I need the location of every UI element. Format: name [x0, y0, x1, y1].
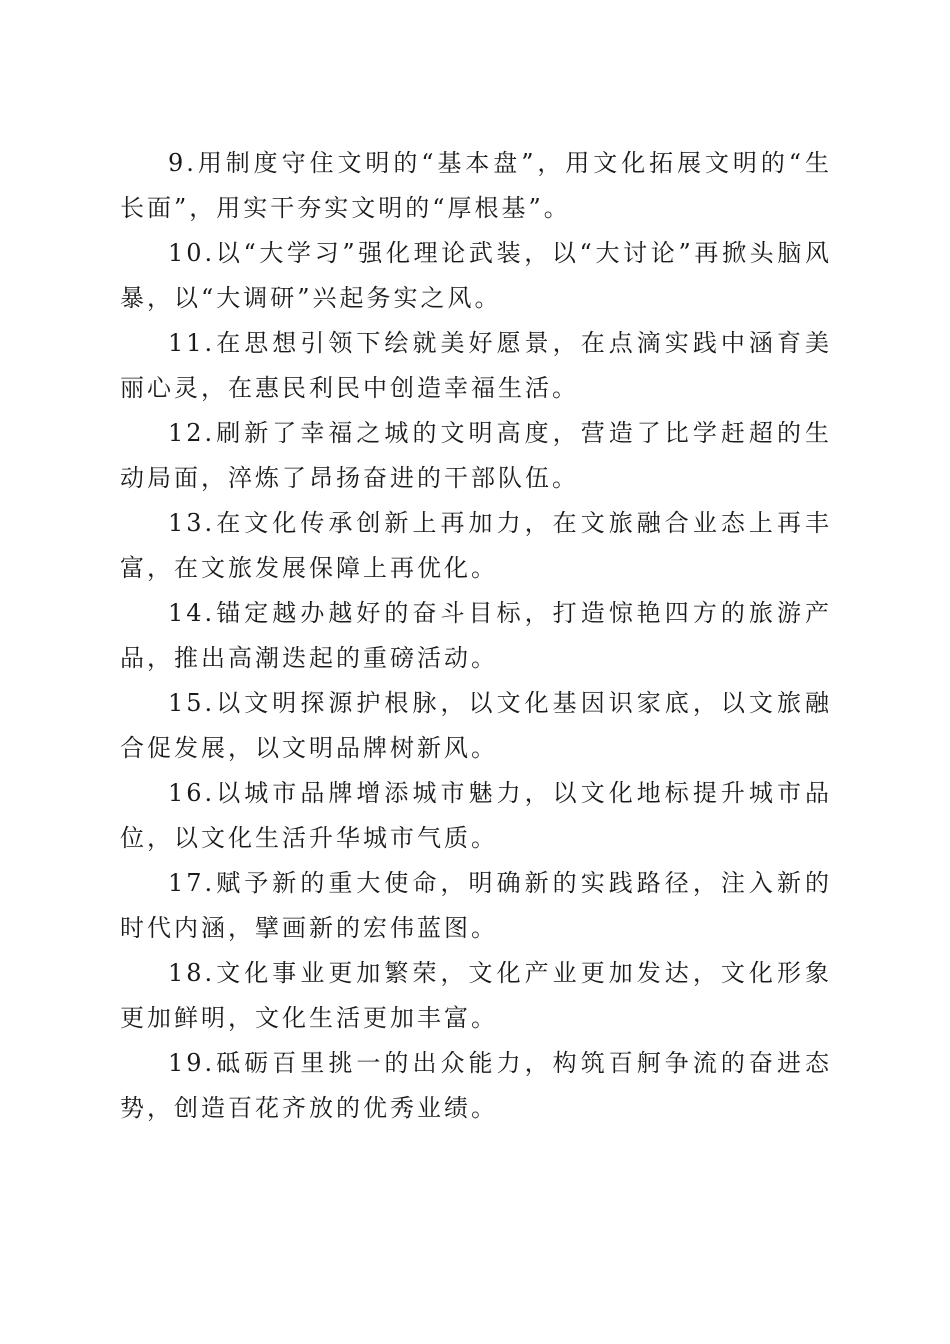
list-item: 10.以“大学习”强化理论武装，以“大讨论”再掀头脑风暴，以“大调研”兴起务实之风。: [120, 239, 832, 312]
list-item: 14.锚定越办越好的奋斗目标，打造惊艳四方的旅游产品，推出高潮迭起的重磅活动。: [120, 599, 832, 672]
document-body: [120, 141, 832, 1131]
list-item: 19.砥砺百里挑一的出众能力，构筑百舸争流的奋进态势，创造百花齐放的优秀业绩。: [120, 1049, 832, 1122]
list-item: 11.在思想引领下绘就美好愿景，在点滴实践中涵育美丽心灵，在惠民利民中创造幸福生活。: [120, 329, 832, 402]
list-item: 12.刷新了幸福之城的文明高度，营造了比学赶超的生动局面，淬炼了昂扬奋进的干部队伍。: [120, 419, 832, 492]
list-item: 15.以文明探源护根脉，以文化基因识家底，以文旅融合促发展，以文明品牌树新风。: [120, 689, 832, 762]
list-item: 18.文化事业更加繁荣，文化产业更加发达，文化形象更加鲜明，文化生活更加丰富。: [120, 959, 832, 1032]
list-item: 9.用制度守住文明的“基本盘”，用文化拓展文明的“生长面”，用实干夯实文明的“厚根基”。: [120, 149, 832, 222]
list-item: 13.在文化传承创新上再加力，在文旅融合业态上再丰富，在文旅发展保障上再优化。: [120, 509, 832, 582]
list-item: 17.赋予新的重大使命，明确新的实践路径，注入新的时代内涵，擘画新的宏伟蓝图。: [120, 869, 832, 942]
list-item: 16.以城市品牌增添城市魅力，以文化地标提升城市品位，以文化生活升华城市气质。: [120, 779, 832, 852]
